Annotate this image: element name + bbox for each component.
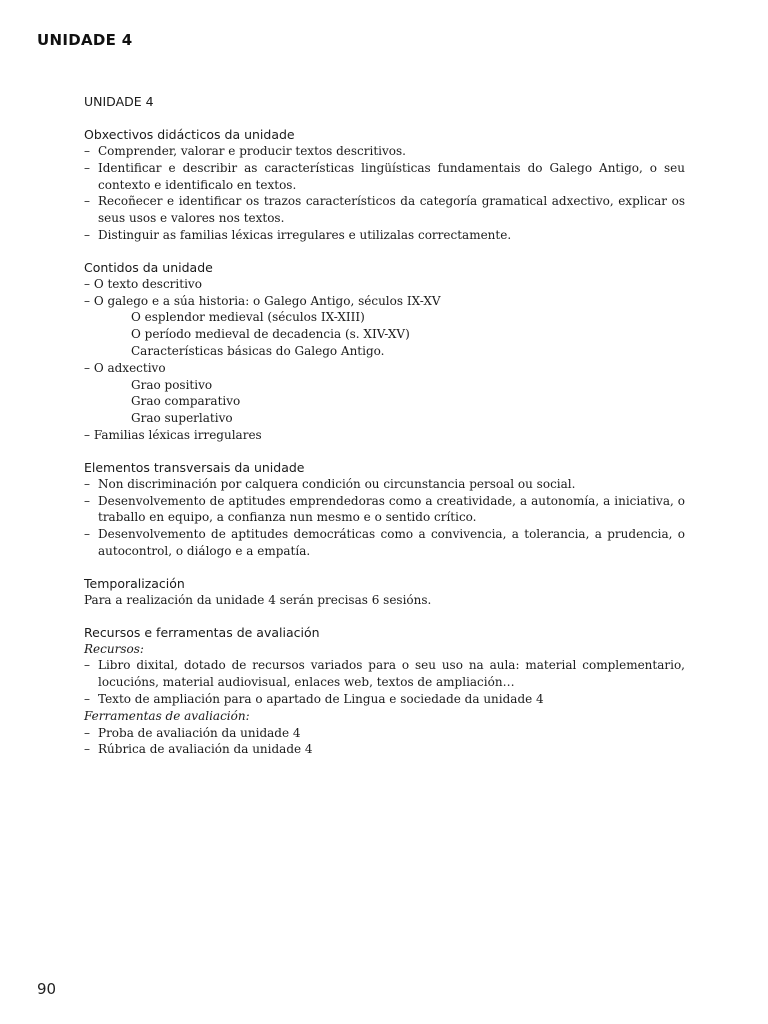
tools-label: Ferramentas de avaliación: xyxy=(84,708,250,723)
dash-marker: – xyxy=(84,725,90,740)
dash-marker: – xyxy=(84,144,90,158)
list-item: – Texto de ampliación para o apartado de Lingua e sociedade da unidade 4 xyxy=(84,691,544,706)
running-head: UNIDADE 4 xyxy=(37,31,133,49)
contents-subline: O período medieval de decadencia (s. XIV-XV) xyxy=(131,327,410,342)
dash-marker: – xyxy=(84,742,90,757)
contents-subline: Grao positivo xyxy=(131,377,213,392)
list-item: – Desenvolvemento de aptitudes emprendedoras como a creatividade, a autonomía, a iniciativa, o traballo en equipo, a confianza nun mesmo e o sentido crítico. xyxy=(84,493,685,525)
dash-marker: – xyxy=(84,691,90,706)
dash-marker: – xyxy=(84,527,90,542)
contents-subline: O esplendor medieval (séculos IX-XIII) xyxy=(131,310,365,325)
objectives-list xyxy=(84,143,685,244)
resources-label: Recursos: xyxy=(84,641,144,656)
transversal-list xyxy=(84,476,685,560)
contents-subline: Características básicas do Galego Antigo. xyxy=(131,343,385,358)
timing-title: Temporalización xyxy=(84,575,185,591)
contents-line: – O texto descritivo xyxy=(84,276,202,291)
list-item: – Comprender, valorar e producir textos descritivos. xyxy=(84,144,406,158)
list-item: – Rúbrica de avaliación da unidade 4 xyxy=(84,742,313,757)
dash-marker: – xyxy=(84,658,90,673)
resources-section xyxy=(84,625,685,759)
dash-marker: – xyxy=(84,194,90,209)
contents-subline: Grao comparativo xyxy=(131,394,241,409)
list-item: – Libro dixital, dotado de recursos variados para o seu uso na aula: material complementario, locucións, material audiovisual, enlaces web, textos de ampliación… xyxy=(84,658,685,690)
timing-section xyxy=(84,576,685,609)
contents-line: – O adxectivo xyxy=(84,360,166,375)
transversal-section xyxy=(84,460,685,560)
page-content xyxy=(84,94,685,774)
contents-title: Contidos da unidade xyxy=(84,259,213,275)
timing-text: Para a realización da unidade 4 serán precisas 6 sesións. xyxy=(84,592,432,607)
list-item: – Non discriminación por calquera condición ou circunstancia persoal ou social. xyxy=(84,476,576,491)
dash-marker: – xyxy=(84,227,90,242)
unit-title: UNIDADE 4 xyxy=(84,94,154,109)
contents-section xyxy=(84,260,685,444)
resources-list xyxy=(84,657,685,707)
dash-marker: – xyxy=(84,493,90,508)
page-number: 90 xyxy=(37,980,57,998)
objectives-section xyxy=(84,127,685,244)
list-item: – Desenvolvemento de aptitudes democráticas como a convivencia, a tolerancia, a prudencia, o autocontrol, o diálogo e a empatía. xyxy=(84,527,685,558)
contents-subline: Grao superlativo xyxy=(131,411,233,426)
list-item: – Identificar e describir as características lingüísticas fundamentais do Galego Antigo, o seu contexto e identificalo en textos. xyxy=(84,160,685,192)
list-item: – Proba de avaliación da unidade 4 xyxy=(84,725,301,740)
objectives-title: Obxectivos didácticos da unidade xyxy=(84,127,295,142)
list-item: – Distinguir as familias léxicas irregulares e utilizalas correctamente. xyxy=(84,227,512,242)
dash-marker: – xyxy=(84,160,90,175)
dash-marker: – xyxy=(84,476,90,491)
contents-line: – Familias léxicas irregulares xyxy=(84,427,262,442)
list-item: – Recoñecer e identificar os trazos característicos da categoría gramatical adxectivo, explicar os seus usos e valores nos textos. xyxy=(84,194,685,226)
tools-list xyxy=(84,725,685,759)
resources-title: Recursos e ferramentas de avaliación xyxy=(84,624,320,640)
contents-line: – O galego e a súa historia: o Galego Antigo, séculos IX-XV xyxy=(84,293,441,308)
transversal-title: Elementos transversais da unidade xyxy=(84,459,305,475)
